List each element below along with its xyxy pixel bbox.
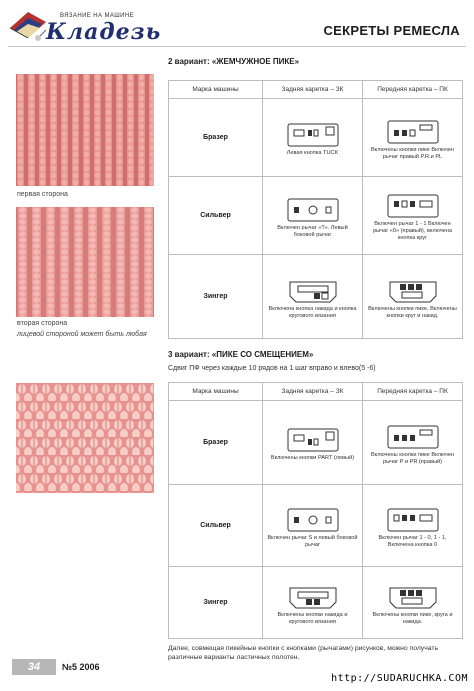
front-carriage-setting: Включены кнопки пике Включен рычаг правый P.R.и PL: [370, 146, 455, 160]
caption-front: первая сторона: [17, 191, 68, 198]
back-carriage-cell: [263, 401, 363, 485]
knit-swatch-shifted: [16, 383, 154, 493]
front-carriage-cell: [363, 485, 463, 567]
carriage-diagram-icon: [284, 582, 342, 612]
table-row: [169, 401, 463, 485]
machine-name: Зингер: [169, 567, 263, 639]
back-carriage-cell: [263, 485, 363, 567]
carriage-diagram-icon: [284, 505, 342, 535]
front-carriage-setting: Включены кнопки пике Включен рычаг P и PR (правый): [370, 451, 455, 465]
carriage-diagram-icon: [384, 117, 442, 147]
logo-tagline: ВЯЗАНИЕ НА МАШИНЕ: [60, 13, 135, 19]
back-carriage-cell: [263, 255, 363, 339]
rib-knit-image: [16, 207, 154, 317]
carriage-diagram-icon: [384, 276, 442, 306]
back-carriage-cell: [263, 177, 363, 255]
logo-name: Кладезь: [46, 19, 162, 45]
site-watermark: http://SUDARUCHKA.COM: [331, 673, 468, 684]
carriage-diagram-icon: [284, 276, 342, 306]
front-carriage-cell: [363, 99, 463, 177]
variant3-table: [168, 382, 463, 639]
variant2-table: [168, 80, 463, 339]
tuck-knit-image: [16, 383, 154, 493]
table-header-row: [169, 383, 463, 401]
header-divider: [8, 46, 466, 47]
back-carriage-setting: Левая кнопка TUCK: [286, 150, 339, 156]
machine-name: Зингер: [169, 255, 263, 339]
variant2-title: 2 вариант: «ЖЕМЧУЖНОЕ ПИКЕ»: [168, 57, 300, 66]
col-header-back-carriage: Задняя каретка – ЗК: [263, 81, 363, 99]
carriage-diagram-icon: [284, 120, 342, 150]
table-row: [169, 485, 463, 567]
machine-name: Бразер: [169, 99, 263, 177]
col-header-machine: Марка машины: [169, 81, 263, 99]
front-carriage-setting: Включены кнопки пике, круга и накида.: [372, 611, 453, 625]
caption-any-side: лицевой стороной может быть любая: [17, 331, 147, 338]
front-carriage-setting: Включен рычаг 1 - 1 Включен рычаг «0» (правый), включена кнопка круг: [373, 221, 452, 241]
machine-name: Сильвер: [169, 177, 263, 255]
carriage-diagram-icon: [284, 425, 342, 455]
variant3-title: 3 вариант: «ПИКЕ СО СМЕЩЕНИЕМ»: [168, 350, 314, 359]
knit-swatch-front: [16, 74, 154, 186]
page-number: 34: [12, 659, 56, 675]
carriage-diagram-icon: [384, 422, 442, 452]
back-carriage-setting: Включены кнопки накида и кругового вязания: [277, 611, 348, 625]
front-carriage-cell: [363, 255, 463, 339]
front-carriage-cell: [363, 401, 463, 485]
issue-number: №5 2006: [62, 662, 100, 672]
back-carriage-cell: [263, 99, 363, 177]
front-carriage-cell: [363, 567, 463, 639]
front-carriage-setting: Включены кнопки пике, Включены кнопки круг и накид.: [368, 305, 457, 319]
col-header-back-carriage: Задняя каретка – ЗК: [263, 383, 363, 401]
back-carriage-setting: Включена кнопка накида и кнопка кругового вязания: [268, 305, 357, 319]
front-carriage-cell: [363, 177, 463, 255]
knit-swatch-back: [16, 207, 154, 317]
rib-knit-image: [16, 74, 154, 186]
caption-back: вторая сторона: [17, 320, 68, 327]
carriage-diagram-icon: [384, 191, 442, 221]
table-row: [169, 567, 463, 639]
table-header-row: [169, 81, 463, 99]
col-header-machine: Марка машины: [169, 383, 263, 401]
carriage-diagram-icon: [384, 582, 442, 612]
variant3-note: Сдвиг ПФ через каждые 10 рядов на 1 шаг вправо и влево(5 -6): [168, 365, 376, 372]
front-carriage-setting: Включен рычаг 1 - 0, 1 - 1, Включена кнопка 0: [378, 534, 447, 548]
machine-name: Бразер: [169, 401, 263, 485]
carriage-diagram-icon: [384, 505, 442, 535]
back-carriage-cell: [263, 567, 363, 639]
back-carriage-setting: Включен рычаг S и левый боковой рычаг: [267, 534, 358, 548]
table-row: [169, 255, 463, 339]
back-carriage-setting: Включены кнопки PART (левый): [270, 455, 355, 461]
section-title: СЕКРЕТЫ РЕМЕСЛА: [323, 23, 460, 38]
col-header-front-carriage: Передняя каретка – ПК: [363, 383, 463, 401]
table-row: [169, 99, 463, 177]
carriage-diagram-icon: [284, 195, 342, 225]
footer-paragraph: Далее, совмещая пикейные кнопки с кнопками (рычагами) рисунков, можно получать различные варианты ластичных полотен.: [168, 645, 439, 661]
back-carriage-setting: Включен рычаг «Т». Левый боковой рычаг: [277, 224, 348, 238]
col-header-front-carriage: Передняя каретка – ПК: [363, 81, 463, 99]
machine-name: Сильвер: [169, 485, 263, 567]
table-row: [169, 177, 463, 255]
